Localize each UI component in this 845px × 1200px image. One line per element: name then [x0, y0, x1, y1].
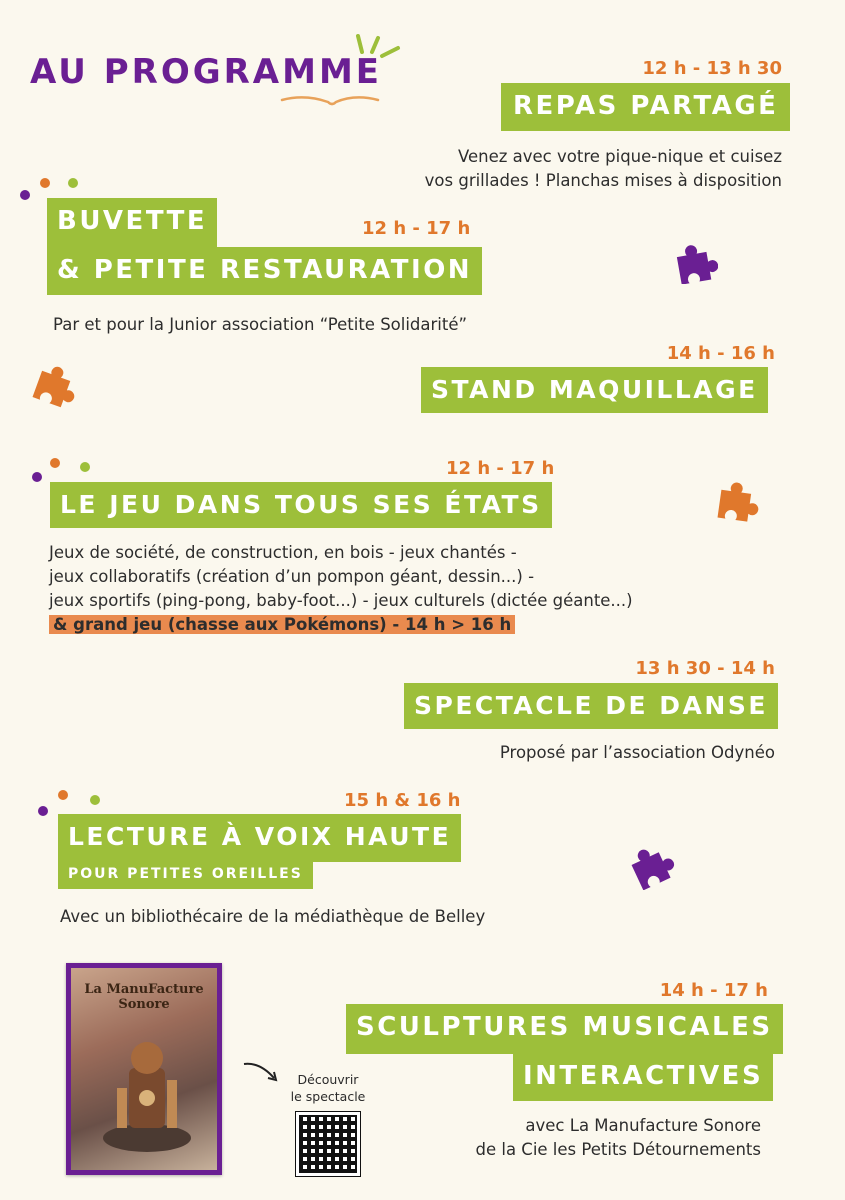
danse-description: Proposé par l’association Odynéo — [499, 743, 775, 762]
sculpture-illustration — [99, 1028, 195, 1158]
sculptures-title-line2: INTERACTIVES — [513, 1053, 773, 1101]
maquillage-time: 14 h - 16 h — [666, 343, 775, 364]
maquillage-title: STAND MAQUILLAGE — [421, 367, 768, 413]
repas-title: REPAS PARTAGÉ — [501, 83, 790, 131]
underline-swoosh-icon — [280, 92, 380, 108]
decor-dot — [80, 462, 90, 472]
sculptures-title-line1: SCULPTURES MUSICALES — [346, 1004, 783, 1054]
page-title: AU PROGRAMME — [30, 52, 383, 92]
jeu-description — [49, 541, 633, 637]
qr-label-line: le spectacle — [290, 1089, 366, 1104]
poster-title-line: La ManuFacture — [84, 982, 204, 997]
danse-title: SPECTACLE DE DANSE — [404, 683, 778, 729]
jeu-highlight: & grand jeu (chasse aux Pokémons) - 14 h > 16 h — [49, 615, 515, 634]
sculptures-desc-line: de la Cie les Petits Détournements — [475, 1140, 761, 1159]
sparkle-icon — [352, 32, 412, 72]
poster-title — [71, 982, 217, 1012]
qr-label-line: Découvrir — [297, 1072, 359, 1087]
repas-description — [380, 145, 782, 193]
poster-title-line: Sonore — [118, 997, 170, 1012]
spectacle-poster-image[interactable] — [66, 963, 222, 1175]
sculptures-description — [420, 1114, 761, 1162]
jeu-desc-line: jeux collaboratifs (création d’un pompon géant, dessin...) - — [49, 567, 535, 586]
puzzle-piece-icon — [628, 842, 678, 890]
jeu-time: 12 h - 17 h — [446, 458, 555, 479]
decor-dot — [90, 795, 100, 805]
puzzle-piece-icon — [32, 362, 78, 408]
decor-dot — [32, 472, 42, 482]
sculptures-desc-line: avec La Manufacture Sonore — [525, 1116, 761, 1135]
repas-desc-line: vos grillades ! Planchas mises à disposition — [424, 171, 782, 190]
jeu-desc-line: jeux sportifs (ping-pong, baby-foot...) - jeux culturels (dictée géante...) — [49, 591, 633, 610]
lecture-description: Avec un bibliothécaire de la médiathèque de Belley — [60, 907, 486, 926]
qr-code-icon[interactable] — [296, 1112, 360, 1176]
decor-dot — [68, 178, 78, 188]
arrow-curved-icon — [240, 1058, 284, 1086]
decor-dot — [38, 806, 48, 816]
repas-desc-line: Venez avec votre pique-nique et cuisez — [457, 147, 782, 166]
puzzle-piece-icon — [672, 240, 718, 284]
decor-dot — [50, 458, 60, 468]
lecture-time: 15 h & 16 h — [344, 790, 461, 811]
sculptures-time: 14 h - 17 h — [659, 980, 768, 1001]
lecture-title: LECTURE À VOIX HAUTE — [58, 814, 461, 862]
jeu-title: LE JEU DANS TOUS SES ÉTATS — [50, 482, 552, 528]
lecture-subtitle: POUR PETITES OREILLES — [58, 861, 313, 889]
puzzle-piece-icon — [714, 478, 760, 524]
decor-dot — [58, 790, 68, 800]
decor-dot — [20, 190, 30, 200]
buvette-description: Par et pour la Junior association “Petite Solidarité” — [53, 315, 468, 334]
danse-time: 13 h 30 - 14 h — [635, 658, 775, 679]
buvette-title-line2: & PETITE RESTAURATION — [47, 247, 482, 295]
jeu-desc-line: Jeux de société, de construction, en bois - jeux chantés - — [49, 543, 517, 562]
repas-time: 12 h - 13 h 30 — [642, 58, 782, 79]
decor-dot — [40, 178, 50, 188]
buvette-title-line1: BUVETTE — [47, 198, 217, 248]
buvette-time: 12 h - 17 h — [362, 218, 471, 239]
qr-label — [284, 1071, 372, 1105]
